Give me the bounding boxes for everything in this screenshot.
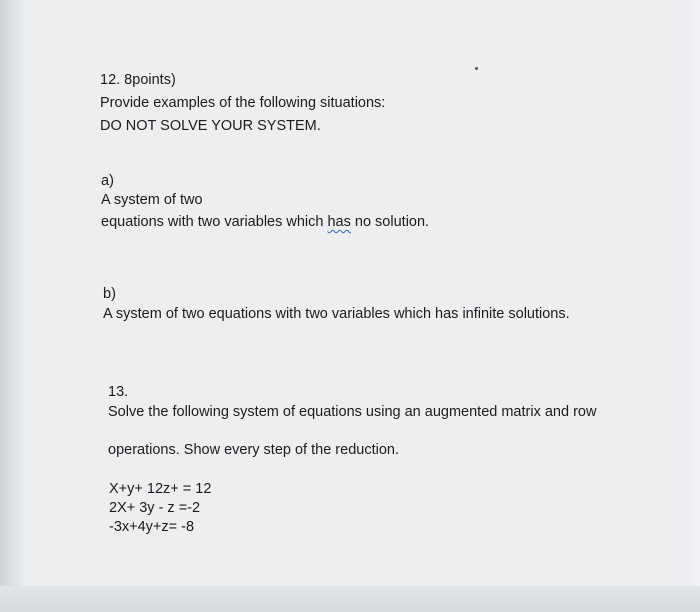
part-a-line1: A system of two bbox=[101, 192, 203, 208]
spellcheck-flagged-word: has bbox=[327, 214, 351, 230]
q12-instruction: Provide examples of the following situations: bbox=[100, 95, 386, 111]
left-edge-shadow bbox=[0, 0, 22, 612]
q13-number: 13. bbox=[108, 384, 129, 400]
part-b-label: b) bbox=[103, 286, 116, 302]
equation-1: X+y+ 12z+ = 12 bbox=[109, 481, 212, 497]
part-a-line2 bbox=[101, 213, 429, 231]
part-a-label: a) bbox=[101, 173, 114, 189]
q13-instruction-line1: Solve the following system of equations using an augmented matrix and row bbox=[108, 404, 597, 420]
q12-header: 12. 8points) bbox=[100, 72, 176, 88]
part-a-line2-end: no solution. bbox=[350, 214, 430, 230]
q13-instruction-line2: operations. Show every step of the reduction. bbox=[108, 442, 399, 458]
bottom-edge bbox=[0, 586, 700, 612]
equation-2: 2X+ 3y - z =-2 bbox=[109, 500, 201, 516]
speck-mark bbox=[475, 67, 478, 70]
part-b-text: A system of two equations with two variables which has infinite solutions. bbox=[103, 306, 570, 322]
right-edge bbox=[681, 0, 700, 612]
q12-warning: DO NOT SOLVE YOUR SYSTEM. bbox=[100, 118, 321, 134]
part-a-line2-start: equations with two variables which bbox=[101, 214, 328, 230]
equation-3: -3x+4y+z= -8 bbox=[109, 519, 195, 535]
